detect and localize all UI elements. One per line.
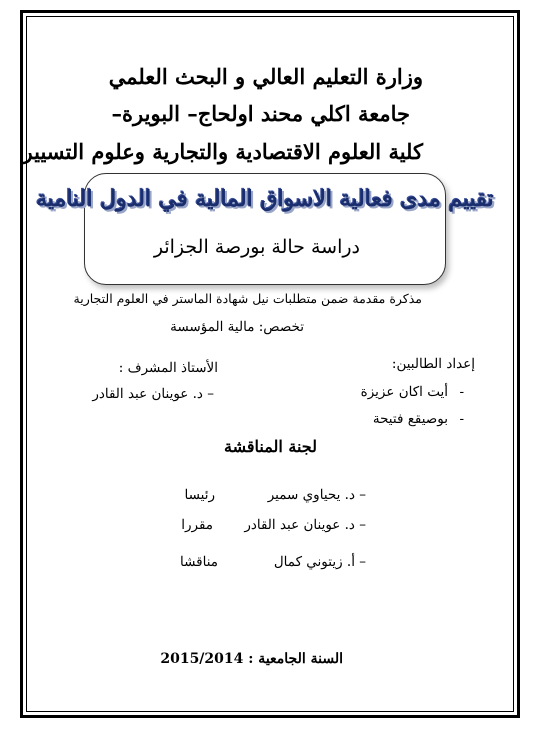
thesis-description: مذكرة مقدمة ضمن متطلبات نيل شهادة الماستر في العلوم التجارية: [73, 291, 422, 306]
committee-member-3-role: مناقشا: [179, 554, 218, 570]
faculty-heading: كلية العلوم الاقتصادية والتجارية وعلوم التسيير: [22, 139, 423, 164]
committee-member-3-name: – أ. زيتوني كمال: [273, 554, 366, 570]
committee-member-1-name: – د. يحياوي سمير: [267, 487, 366, 503]
thesis-title: تقييم مدى فعالية الاسواق المالية في الدول النامية: [36, 186, 494, 212]
supervisor-name: – د. عوينان عبد القادر: [92, 386, 214, 402]
committee-heading: لجنة المناقشة: [224, 437, 317, 456]
supervisor-heading: الأستاذ المشرف :: [118, 360, 218, 376]
specialty-line: تخصص: مالية المؤسسة: [170, 319, 304, 335]
student-name-1: أيت اكان عزيزة: [360, 384, 448, 400]
university-heading: جامعة اكلي محند اولحاج– البويرة–: [111, 101, 410, 126]
committee-member-1-role: رئيسا: [184, 487, 215, 503]
committee-member-2-role: مقررا: [181, 517, 213, 533]
student-bullet-2: -: [459, 411, 464, 427]
thesis-subtitle: دراسة حالة بورصة الجزائر: [153, 236, 360, 258]
committee-member-2-name: – د. عوينان عبد القادر: [244, 517, 366, 533]
student-name-2: بوصيقع فتيحة: [372, 411, 448, 427]
ministry-heading: وزارة التعليم العالي و البحث العلمي: [108, 64, 423, 89]
title-box: [36, 173, 494, 285]
students-heading: إعداد الطالبين:: [391, 356, 475, 372]
academic-year: السنة الجامعية : 2015/2014: [160, 651, 343, 667]
student-bullet-1: -: [459, 384, 464, 400]
